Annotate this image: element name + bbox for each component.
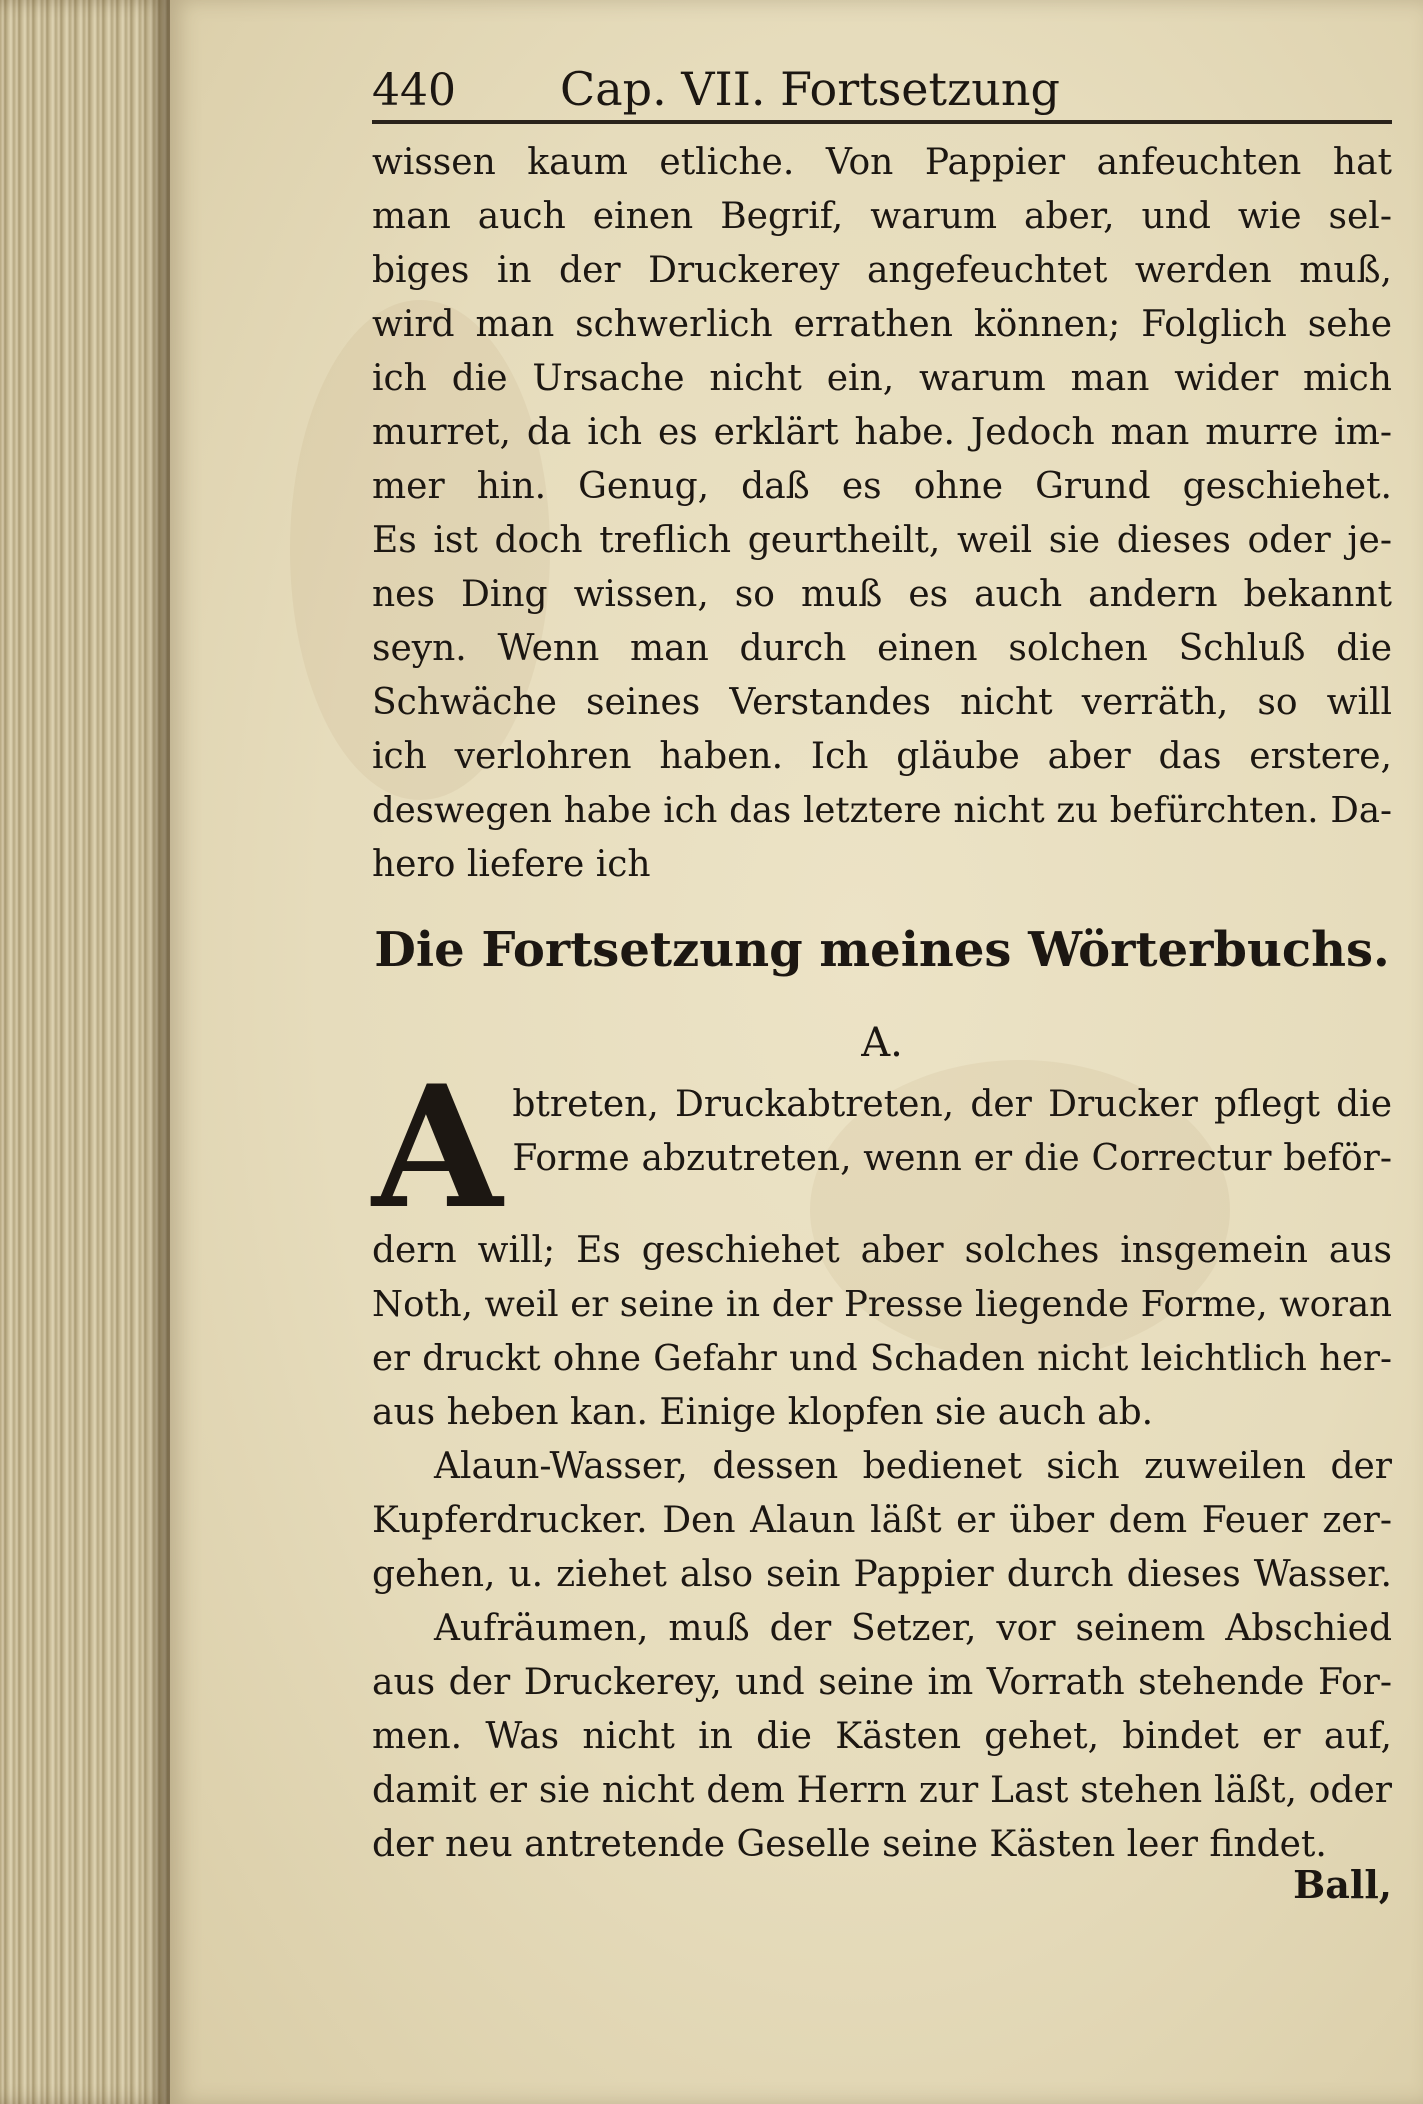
page-edges [0,0,170,2104]
dictionary-entries [372,1048,1392,1872]
paragraph [372,136,1392,892]
entry-line: dern will; Es geschiehet aber solches insgemein aus [372,1230,1392,1271]
catchword: Ball, [1293,1862,1392,1907]
text-line: ich verlohren haben. Ich gläube aber das erstere, [372,736,1392,777]
text-line: mer hin. Genug, daß es ohne Grund geschiehet. [372,466,1392,507]
text-line: murret, da ich es erklärt habe. Jedoch man murre im- [372,412,1392,453]
entry-line: aus heben kan. Einige klopfen sie auch ab. [372,1392,1154,1433]
entry-line: Noth, weil er seine in der Presse liegende Forme, woran [372,1284,1392,1325]
page-number: 440 [372,65,456,116]
entry-line: Alaun-Wasser, dessen bedienet sich zuweilen der [434,1446,1392,1487]
text-line: biges in der Druckerey angefeuchtet werden muß, [372,250,1392,291]
entry-line: Kupferdrucker. Den Alaun läßt er über dem Feuer zer- [372,1500,1392,1541]
text-line: wissen kaum etliche. Von Pappier anfeuchten hat [372,142,1392,183]
text-line: Es ist doch treflich geurtheilt, weil sie dieses oder je- [372,520,1392,561]
text-line: man auch einen Begrif, warum aber, und wie sel- [372,196,1392,237]
text-line: ich die Ursache nicht ein, warum man wider mich [372,358,1392,399]
entry-line: Aufräumen, muß der Setzer, vor seinem Abschied [434,1608,1392,1649]
running-title: Cap. VII. Fortsetzung [560,62,1060,116]
entry-line: men. Was nicht in die Kästen gehet, bindet er auf, [372,1716,1392,1757]
drop-cap: A [372,1048,503,1246]
entry-line: der neu antretende Geselle seine Kästen leer findet. [372,1824,1327,1865]
text-line: hero liefere ich [372,844,651,885]
text-line: deswegen habe ich das letztere nicht zu befürchten. Da- [372,790,1392,831]
text-line: nes Ding wissen, so muß es auch andern bekannt [372,574,1392,615]
section-heading: Die Fortsetzung meines Wörterbuchs. [374,922,1390,978]
entry-line: damit er sie nicht dem Herrn zur Last stehen läßt, oder [372,1770,1392,1811]
entry-line: er druckt ohne Gefahr und Schaden nicht leichtlich her- [372,1338,1392,1379]
entry-line: aus der Druckerey, und seine im Vorrath stehende For- [372,1662,1392,1703]
page-header [372,64,1392,124]
text-line: Schwäche seines Verstandes nicht verräth, so will [372,682,1392,723]
entry-line: Forme abzutreten, wenn er die Correctur beför- [512,1138,1392,1179]
entry-line: btreten, Druckabtreten, der Drucker pflegt die [512,1084,1392,1125]
entry-line: gehen, u. ziehet also sein Pappier durch dieses Wasser. [372,1554,1392,1595]
letter-heading: A. [861,1020,903,1066]
text-line: seyn. Wenn man durch einen solchen Schluß die [372,628,1392,669]
text-line: wird man schwerlich errathen können; Folglich sehe [372,304,1392,345]
